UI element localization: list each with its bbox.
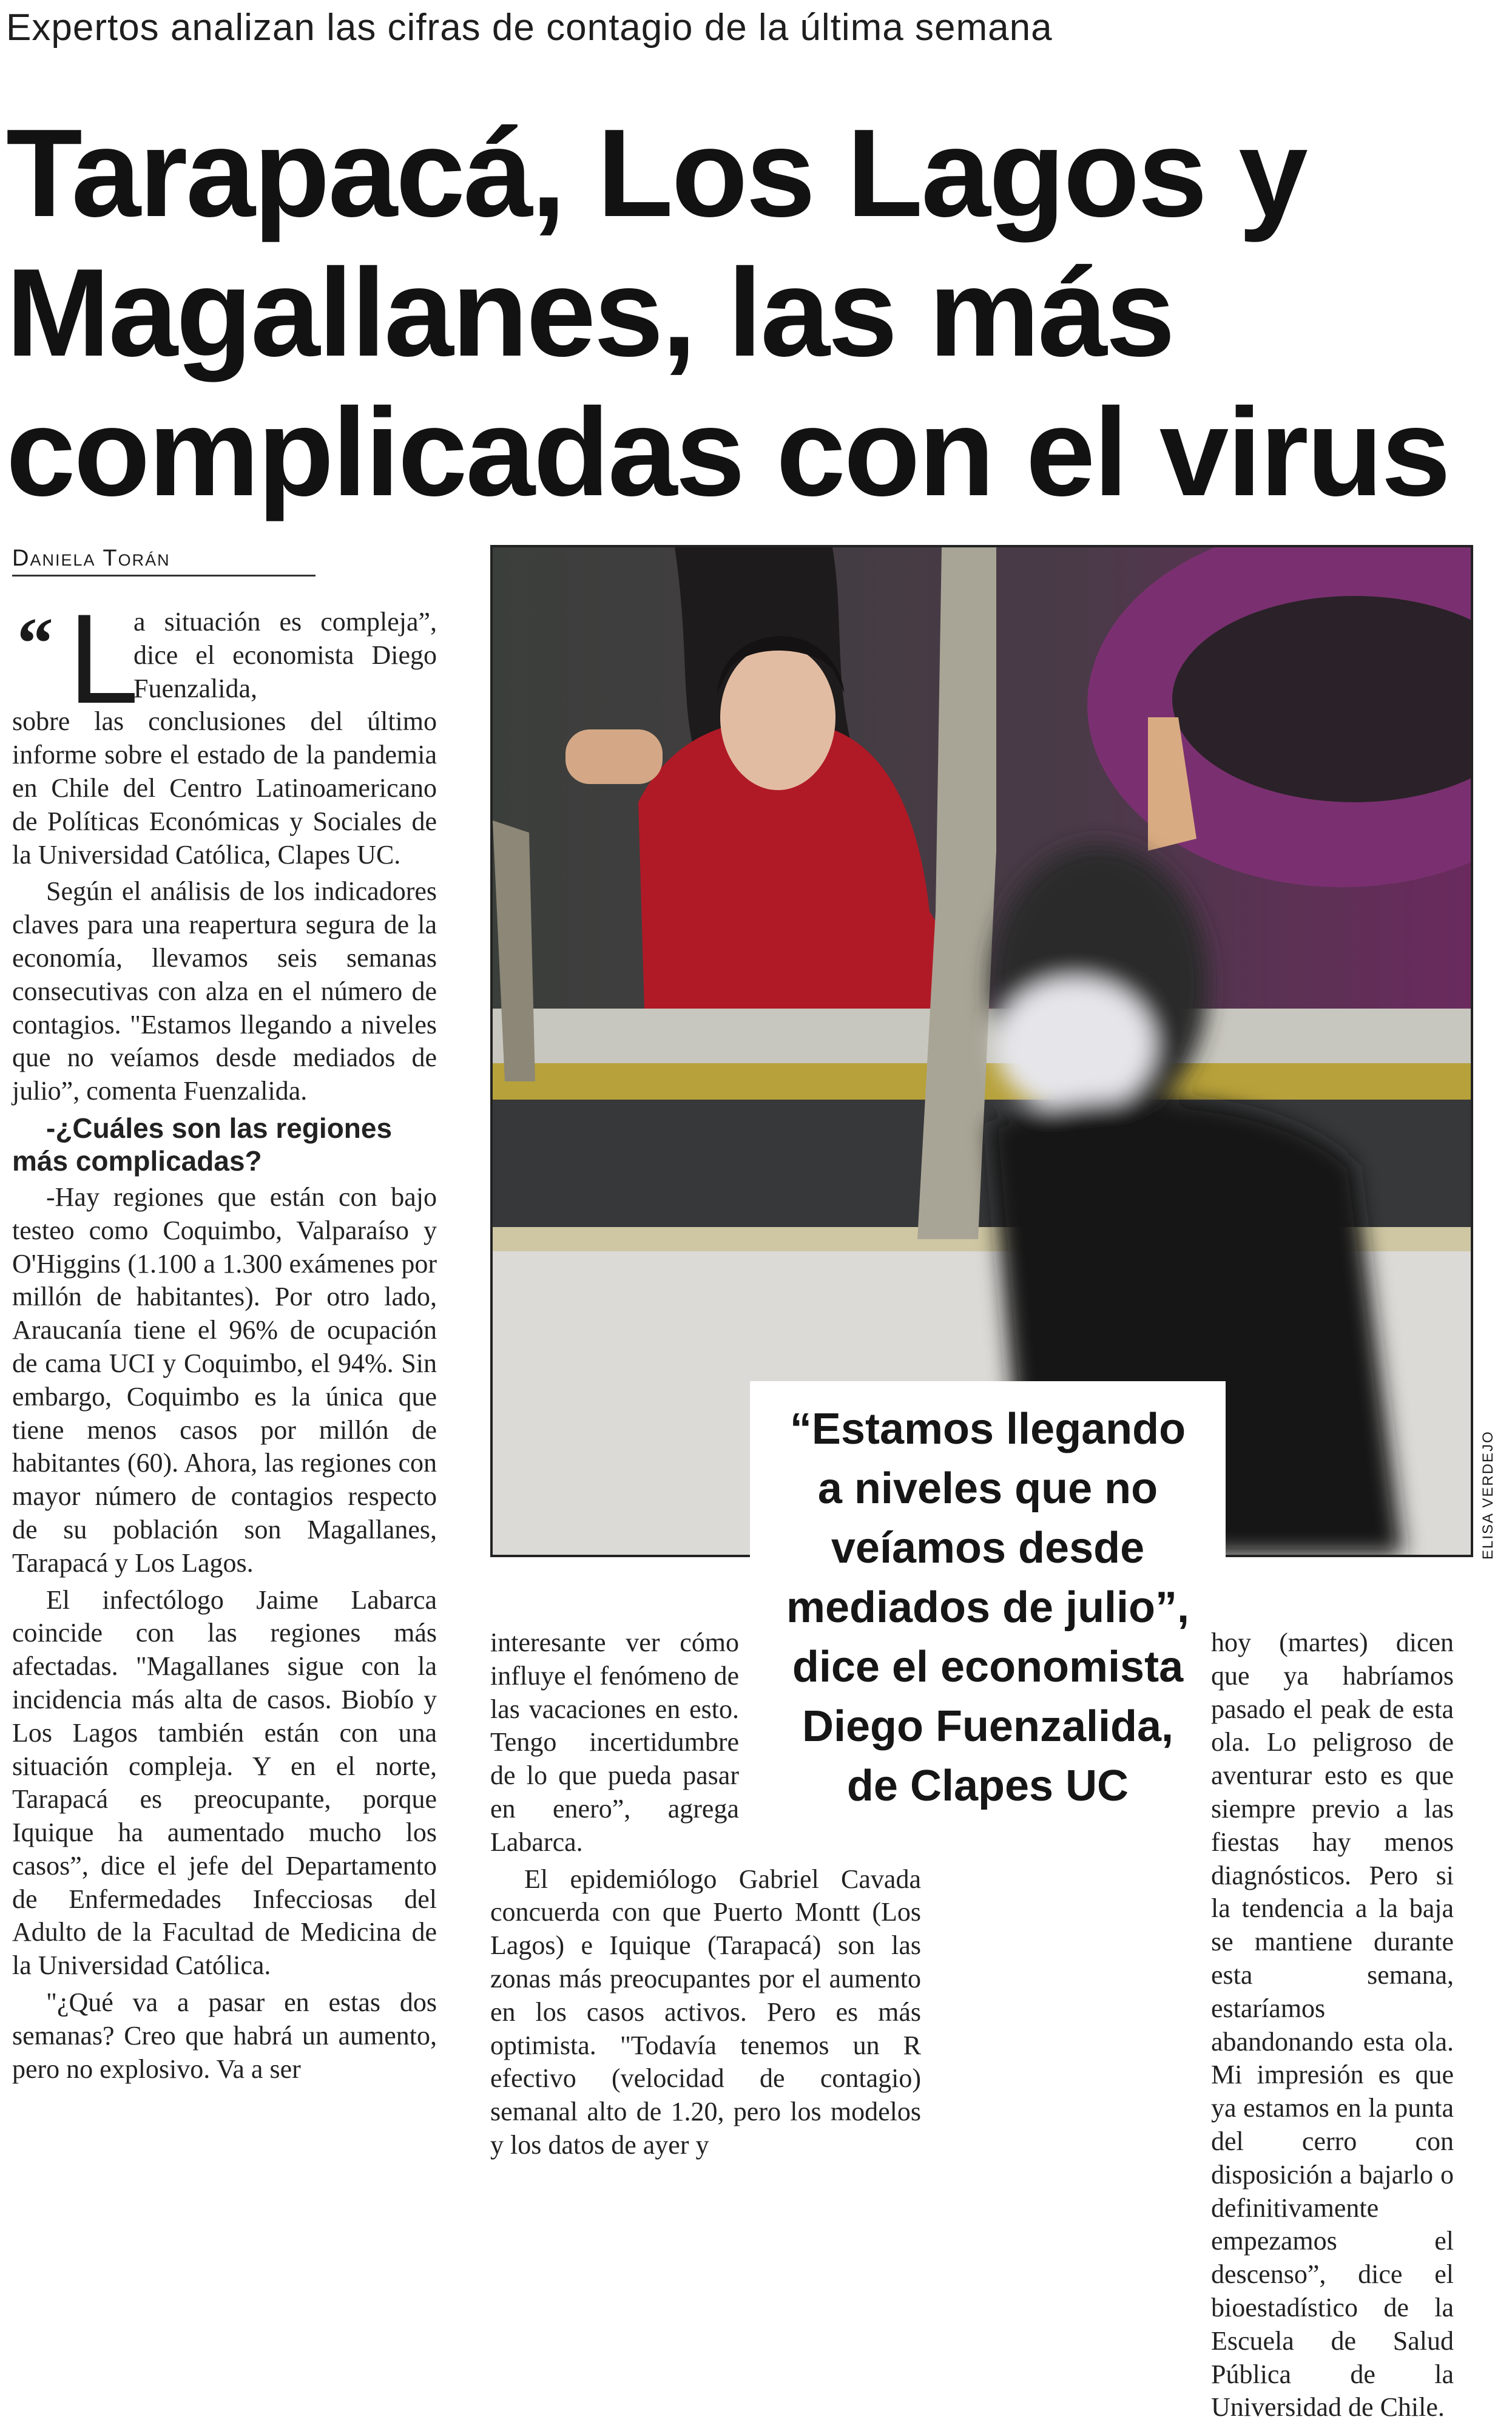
pull-quote-line: a niveles que no <box>817 1464 1158 1513</box>
article-column-3 <box>1029 1626 1454 2428</box>
paragraph: El infectólogo Jaime Labarca coincide con las regiones más afectadas. "Magallanes sigue con la incidencia más alta de casos. Biobío y Los Lagos también están con una situación compleja. Y en el norte, Tarapacá es preocupante, porque Iquique ha aumentado mucho los casos”, dice el jefe del Departamento de Enfermedades Infecciosas del Adulto de la Facultad de Medicina de la Universidad Católica. <box>12 1584 437 1981</box>
interview-question: -¿Cuáles son las regiones más complicadas? <box>12 1112 393 1177</box>
pull-quote-line: Diego Fuenzalida, <box>802 1702 1174 1751</box>
paragraph: hoy (martes) dicen que ya habríamos pasado el peak de esta ola. Lo peligroso de aventurar esto es que siempre previo a las fiestas hay menos diagnósticos. Pero si la tendencia a la baja se mantiene durante esta semana, estaríamos abandonando esta ola. Mi impresión es que ya estamos en la punta del cerro con disposición a bajarlo o definitivamente empezamos el descenso”, dice el bioestadístico de la Escuela de Salud Pública de la Universidad de Chile. <box>1211 1628 1454 2423</box>
article-column-2 <box>490 1626 921 2166</box>
kicker: Expertos analizan las cifras de contagio de la última semana <box>6 7 1053 49</box>
paragraph: interesante ver cómo influye el fenómeno de las vacaciones en esto. Tengo incertidumbre de lo que pueda pasar en enero”, agrega Labarca. <box>490 1628 739 1857</box>
paragraph: -Hay regiones que están con bajo testeo como Coquimbo, Valparaíso y O'Higgins (1.100 a 1.300 exámenes por millón de habitantes). Por otro lado, Araucanía tiene el 96% de ocupación de cama UCI y Coquimbo, el 94%. Sin embargo, Coquimbo es la única que tiene menos casos por millón de habitantes (60). Ahora, las regiones con mayor número de contagios respecto de su población son Magallanes, Tarapacá y Los Lagos. <box>12 1182 437 1578</box>
headline-line: Magallanes, las más <box>6 243 1173 382</box>
paragraph: sobre las conclusiones del último informe sobre el estado de la pandemia en Chile del Centro Latinoamericano de Políticas Económicas y Sociales de la Universidad Católica, Clapes UC. <box>12 706 437 870</box>
paragraph: "¿Qué va a pasar en estas dos semanas? Creo que habrá un aumento, pero no explosivo. Va a ser <box>12 1987 437 2084</box>
photo-credit <box>1477 1430 1502 1560</box>
drop-cap-quote-mark: “ <box>17 603 53 683</box>
paragraph: El epidemiólogo Gabriel Cavada concuerda con que Puerto Montt (Los Lagos) e Iquique (Tarapacá) son las zonas más preocupantes por el aumento en los casos activos. Pero es más optimista. "Todavía tenemos un R efectivo (velocidad de contagio) semanal alto de 1.20, pero los modelos y los datos de ayer y <box>490 1864 921 2160</box>
pull-quote-line: “Estamos llegando <box>789 1405 1186 1453</box>
headline-line: Tarapacá, Los Lagos y <box>6 103 1306 243</box>
photo-credit-text: ELISA VERDEJO <box>1480 1430 1496 1560</box>
pull-quote-line: de Clapes UC <box>846 1762 1129 1810</box>
drop-cap-letter: L <box>68 587 139 730</box>
headline <box>6 103 1450 522</box>
byline: Daniela Torán <box>12 543 316 577</box>
paragraph: Según el análisis de los indicadores claves para una reapertura segura de la economía, llevamos seis semanas consecutivas con alza en el número de contagios. "Estamos llegando a niveles que no veíamos desde mediados de julio”, comenta Fuenzalida. <box>12 876 437 1106</box>
paragraph-opening: a situación es compleja”, dice el economista Diego Fuenzalida, <box>133 607 437 703</box>
article-column-1 <box>12 606 437 2089</box>
pull-quote-line: dice el economista <box>792 1643 1184 1691</box>
pull-quote-line: veíamos desde <box>831 1524 1145 1572</box>
pull-quote-line: mediados de julio”, <box>786 1583 1190 1632</box>
headline-line: complicadas con el virus <box>6 382 1450 522</box>
